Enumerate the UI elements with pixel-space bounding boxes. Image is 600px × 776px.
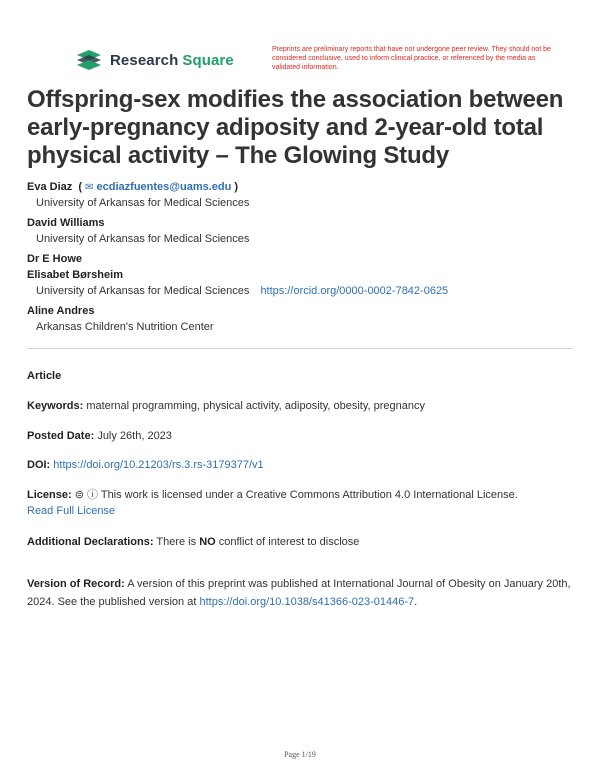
author-affiliation: University of Arkansas for Medical Sciences https://orcid.org/0000-0002-7842-0625 — [36, 285, 449, 297]
author-affiliation: University of Arkansas for Medical Sciences — [36, 197, 250, 209]
posted-date: Posted Date: July 26th, 2023 — [27, 430, 172, 442]
additional-declarations: Additional Declarations: There is NO conflict of interest to disclose — [27, 536, 360, 548]
section-divider — [27, 348, 573, 349]
license: License: ⊜ ⓘ This work is licensed under a Creative Commons Attribution 4.0 International License. Read Full License — [27, 489, 518, 517]
author-name: Dr E Howe — [27, 253, 83, 265]
author-name: Eva Diaz ( ✉ ecdiazfuentes@uams.edu ) — [27, 181, 239, 193]
author-email-link[interactable]: ecdiazfuentes@uams.edu — [96, 181, 232, 193]
author-name: Elisabet Børsheim — [27, 269, 123, 281]
doi-link[interactable]: https://doi.org/10.21203/rs.3.rs-3179377/v1 — [53, 459, 264, 471]
published-version-link[interactable]: https://doi.org/10.1038/s41366-023-01446-7 — [199, 596, 415, 608]
version-of-record: Version of Record: A version of this preprint was published at International Journal of Obesity on January 20th, 2024. See the published version at https://doi.org/10.1038/s41366-023-01446-7. — [27, 578, 571, 608]
creative-commons-icon: ⊜ ⓘ — [74, 489, 98, 501]
author-affiliation: University of Arkansas for Medical Sciences — [36, 233, 250, 245]
paper-title: Offspring-sex modifies the association between early-pregnancy adiposity and 2-year-old total physical activity – The Glowing Study — [27, 86, 564, 169]
research-square-logo[interactable] — [75, 47, 234, 73]
author-affiliation: Arkansas Children's Nutrition Center — [36, 321, 214, 333]
orcid-link[interactable]: https://orcid.org/0000-0002-7842-0625 — [260, 285, 449, 297]
doi: DOI: https://doi.org/10.21203/rs.3.rs-3179377/v1 — [27, 459, 264, 471]
research-square-logo-icon — [75, 49, 103, 71]
read-full-license-link[interactable]: Read Full License — [27, 505, 116, 517]
article-type: Article — [27, 370, 62, 382]
author-name: David Williams — [27, 217, 105, 229]
brand-name: Research Square — [110, 51, 234, 69]
email-icon: ✉ — [85, 182, 94, 193]
author-name: Aline Andres — [27, 305, 95, 317]
preprint-notice: Preprints are preliminary reports that have not undergone peer review. They should not be considered conclusive, used to inform clinical practice, or referenced by the media as validated information. — [272, 46, 551, 71]
page-number: Page 1/19 — [284, 750, 316, 759]
keywords: Keywords: maternal programming, physical activity, adiposity, obesity, pregnancy — [27, 400, 426, 412]
